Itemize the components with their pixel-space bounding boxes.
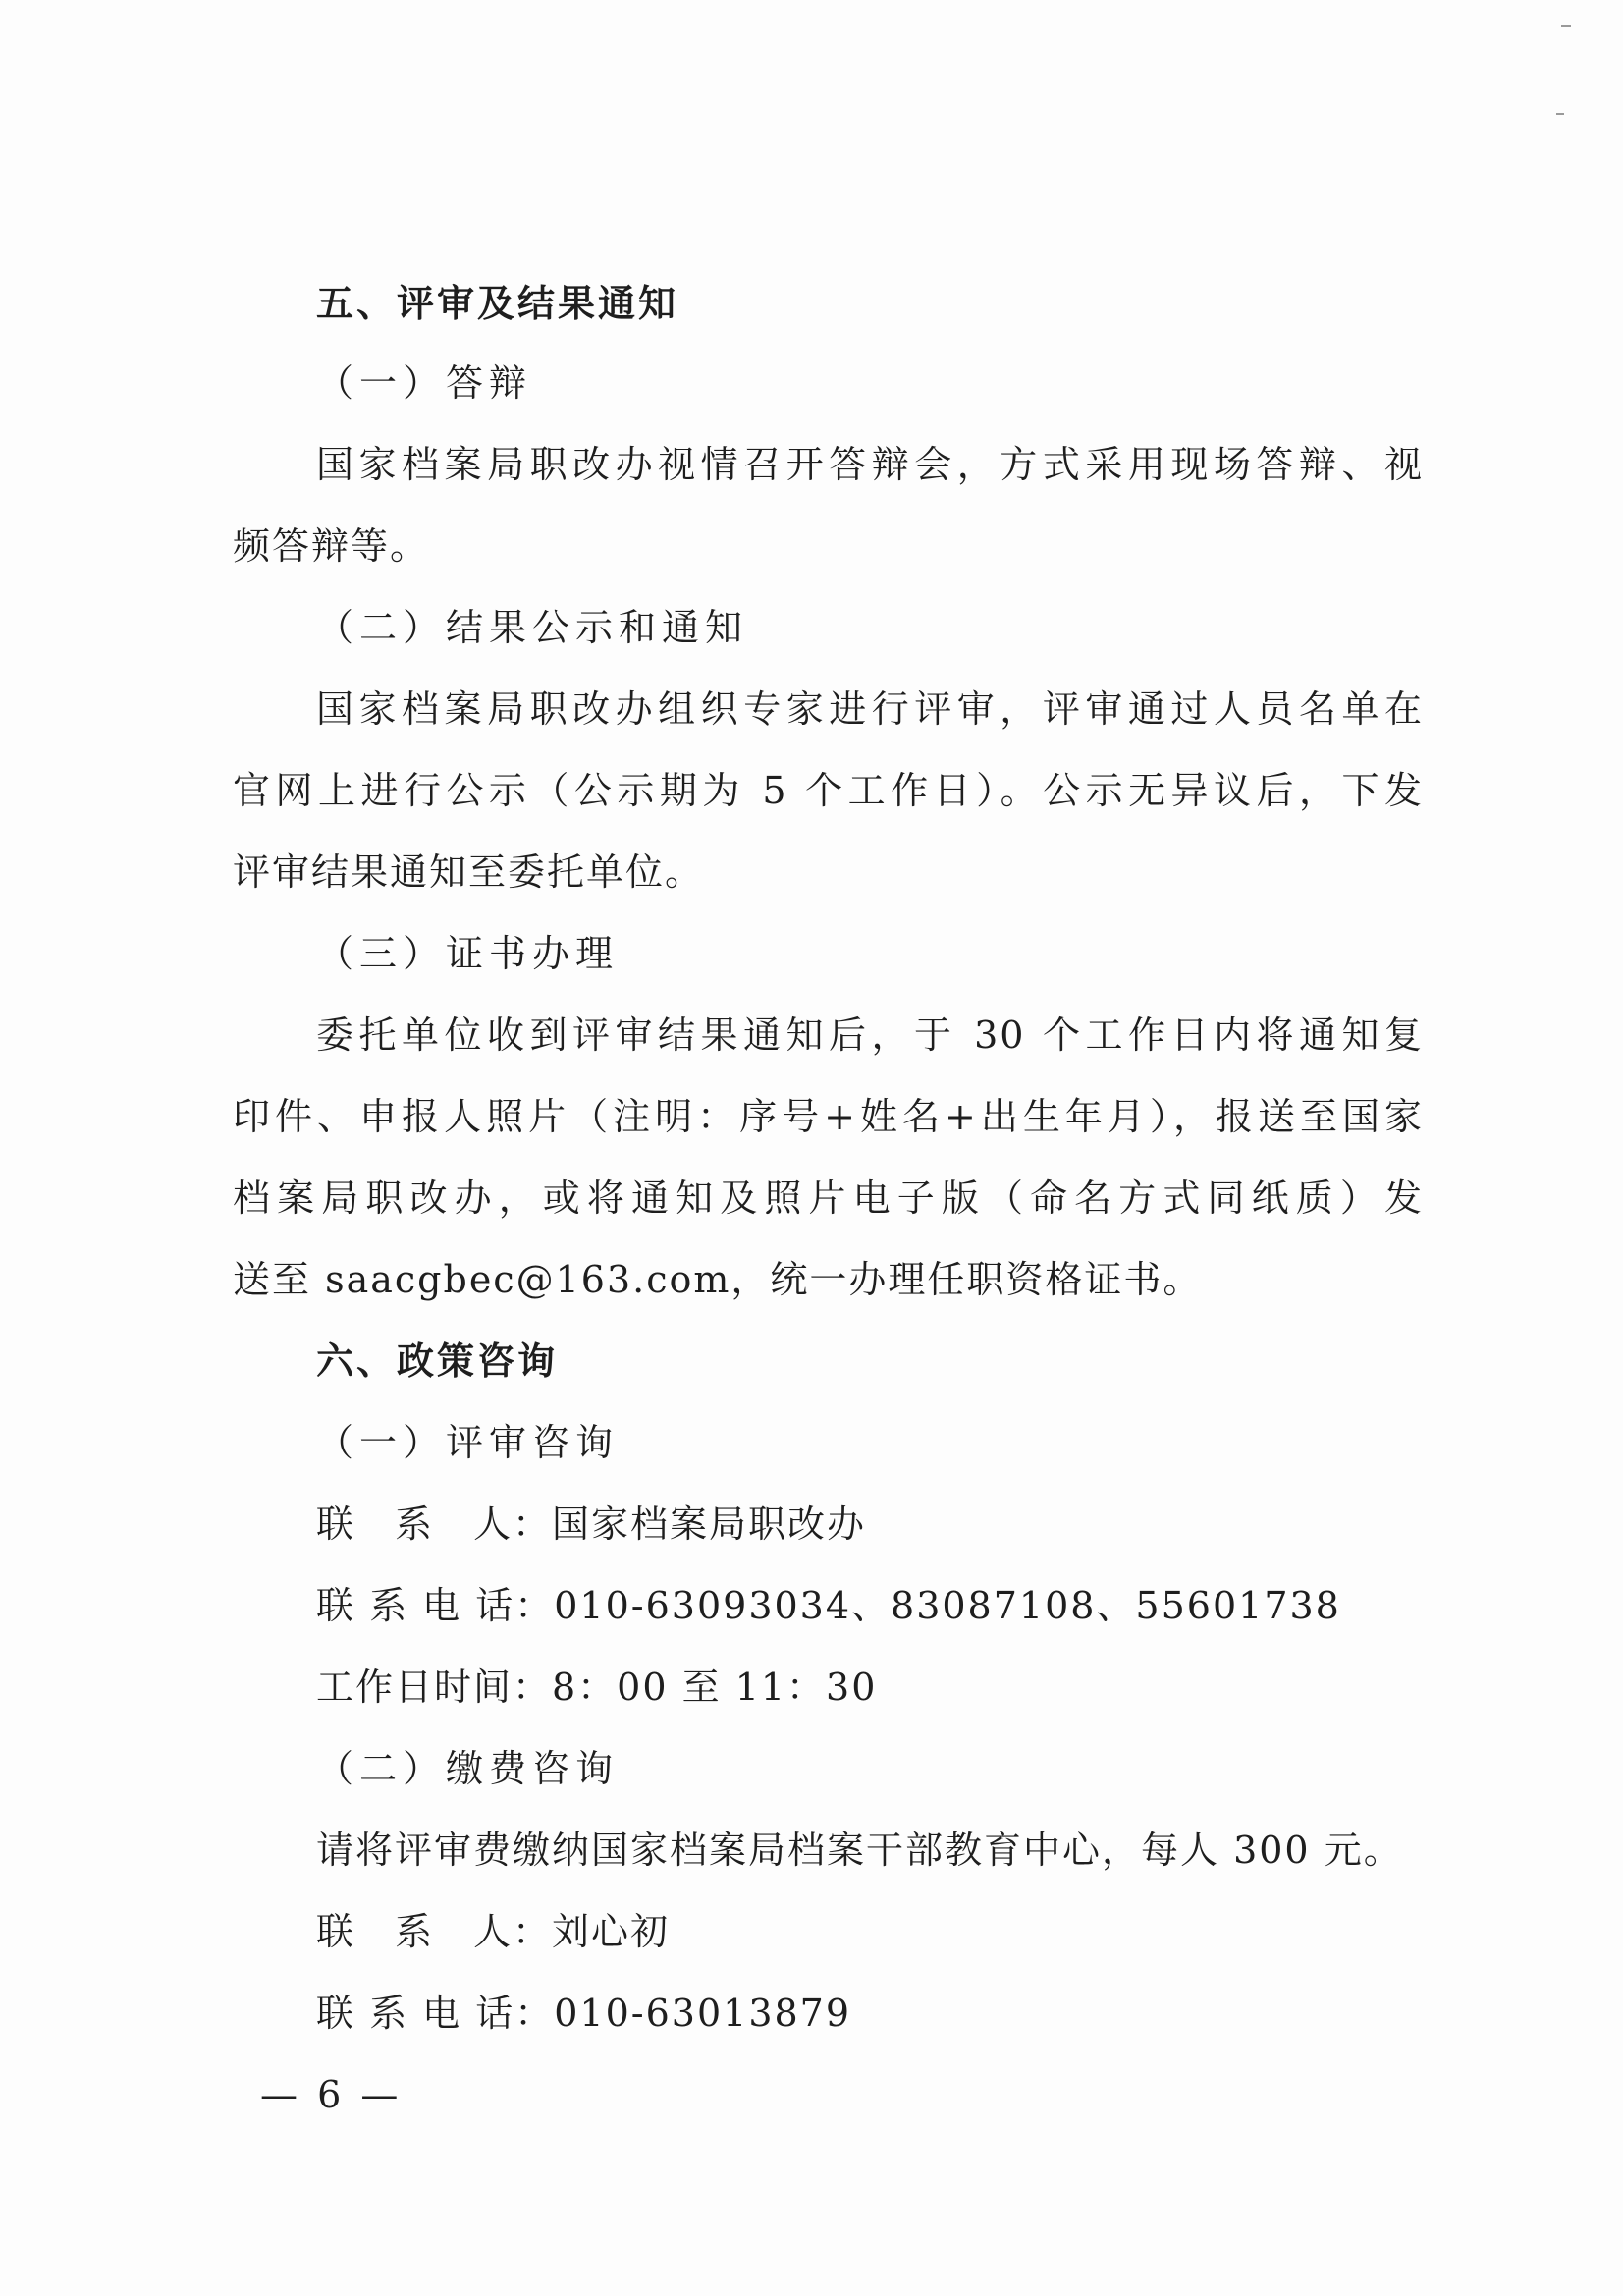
- review-contact-phone: 联 系 电 话：010-63093034、83087108、55601738: [316, 1584, 1341, 1627]
- scan-mark-right: [1556, 113, 1564, 115]
- page-number: — 6 —: [260, 2073, 403, 2116]
- paragraph-certificate-line-2: 印件、申报人照片（注明：序号+姓名+出生年月），报送至国家: [233, 1095, 1424, 1138]
- paragraph-results-line-3: 评审结果通知至委托单位。: [233, 850, 705, 894]
- paragraph-defense-line-1: 国家档案局职改办视情召开答辩会，方式采用现场答辩、视: [316, 443, 1424, 486]
- paragraph-certificate-line-4: 送至 saacgbec@163.com，统一办理任职资格证书。: [233, 1258, 1203, 1301]
- paragraph-certificate-line-1: 委托单位收到评审结果通知后，于 30 个工作日内将通知复: [316, 1013, 1424, 1057]
- scan-mark-top: [1561, 25, 1571, 27]
- payment-contact-person: 联 系 人：刘心初: [316, 1910, 671, 1953]
- subheading-payment-inquiry: （二）缴费咨询: [316, 1747, 620, 1790]
- section-heading-six: 六、政策咨询: [316, 1339, 559, 1383]
- subheading-certificate: （三）证书办理: [316, 932, 620, 975]
- section-heading-five: 五、评审及结果通知: [316, 282, 679, 325]
- paragraph-defense-line-2: 频答辩等。: [233, 524, 430, 568]
- paragraph-results-line-2: 官网上进行公示（公示期为 5 个工作日）。公示无异议后，下发: [233, 769, 1424, 812]
- paragraph-results-line-1: 国家档案局职改办组织专家进行评审，评审通过人员名单在: [316, 687, 1424, 731]
- payment-instruction: 请将评审费缴纳国家档案局档案干部教育中心，每人 300 元。: [316, 1829, 1403, 1872]
- subheading-defense: （一）答辩: [316, 361, 533, 405]
- review-working-hours: 工作日时间：8：00 至 11：30: [316, 1666, 878, 1709]
- subheading-results: （二）结果公示和通知: [316, 606, 749, 649]
- review-contact-person: 联 系 人：国家档案局职改办: [316, 1503, 867, 1546]
- payment-contact-phone: 联 系 电 话：010-63013879: [316, 1992, 852, 2035]
- paragraph-certificate-line-3: 档案局职改办，或将通知及照片电子版（命名方式同纸质）发: [233, 1176, 1424, 1220]
- subheading-review-inquiry: （一）评审咨询: [316, 1421, 620, 1464]
